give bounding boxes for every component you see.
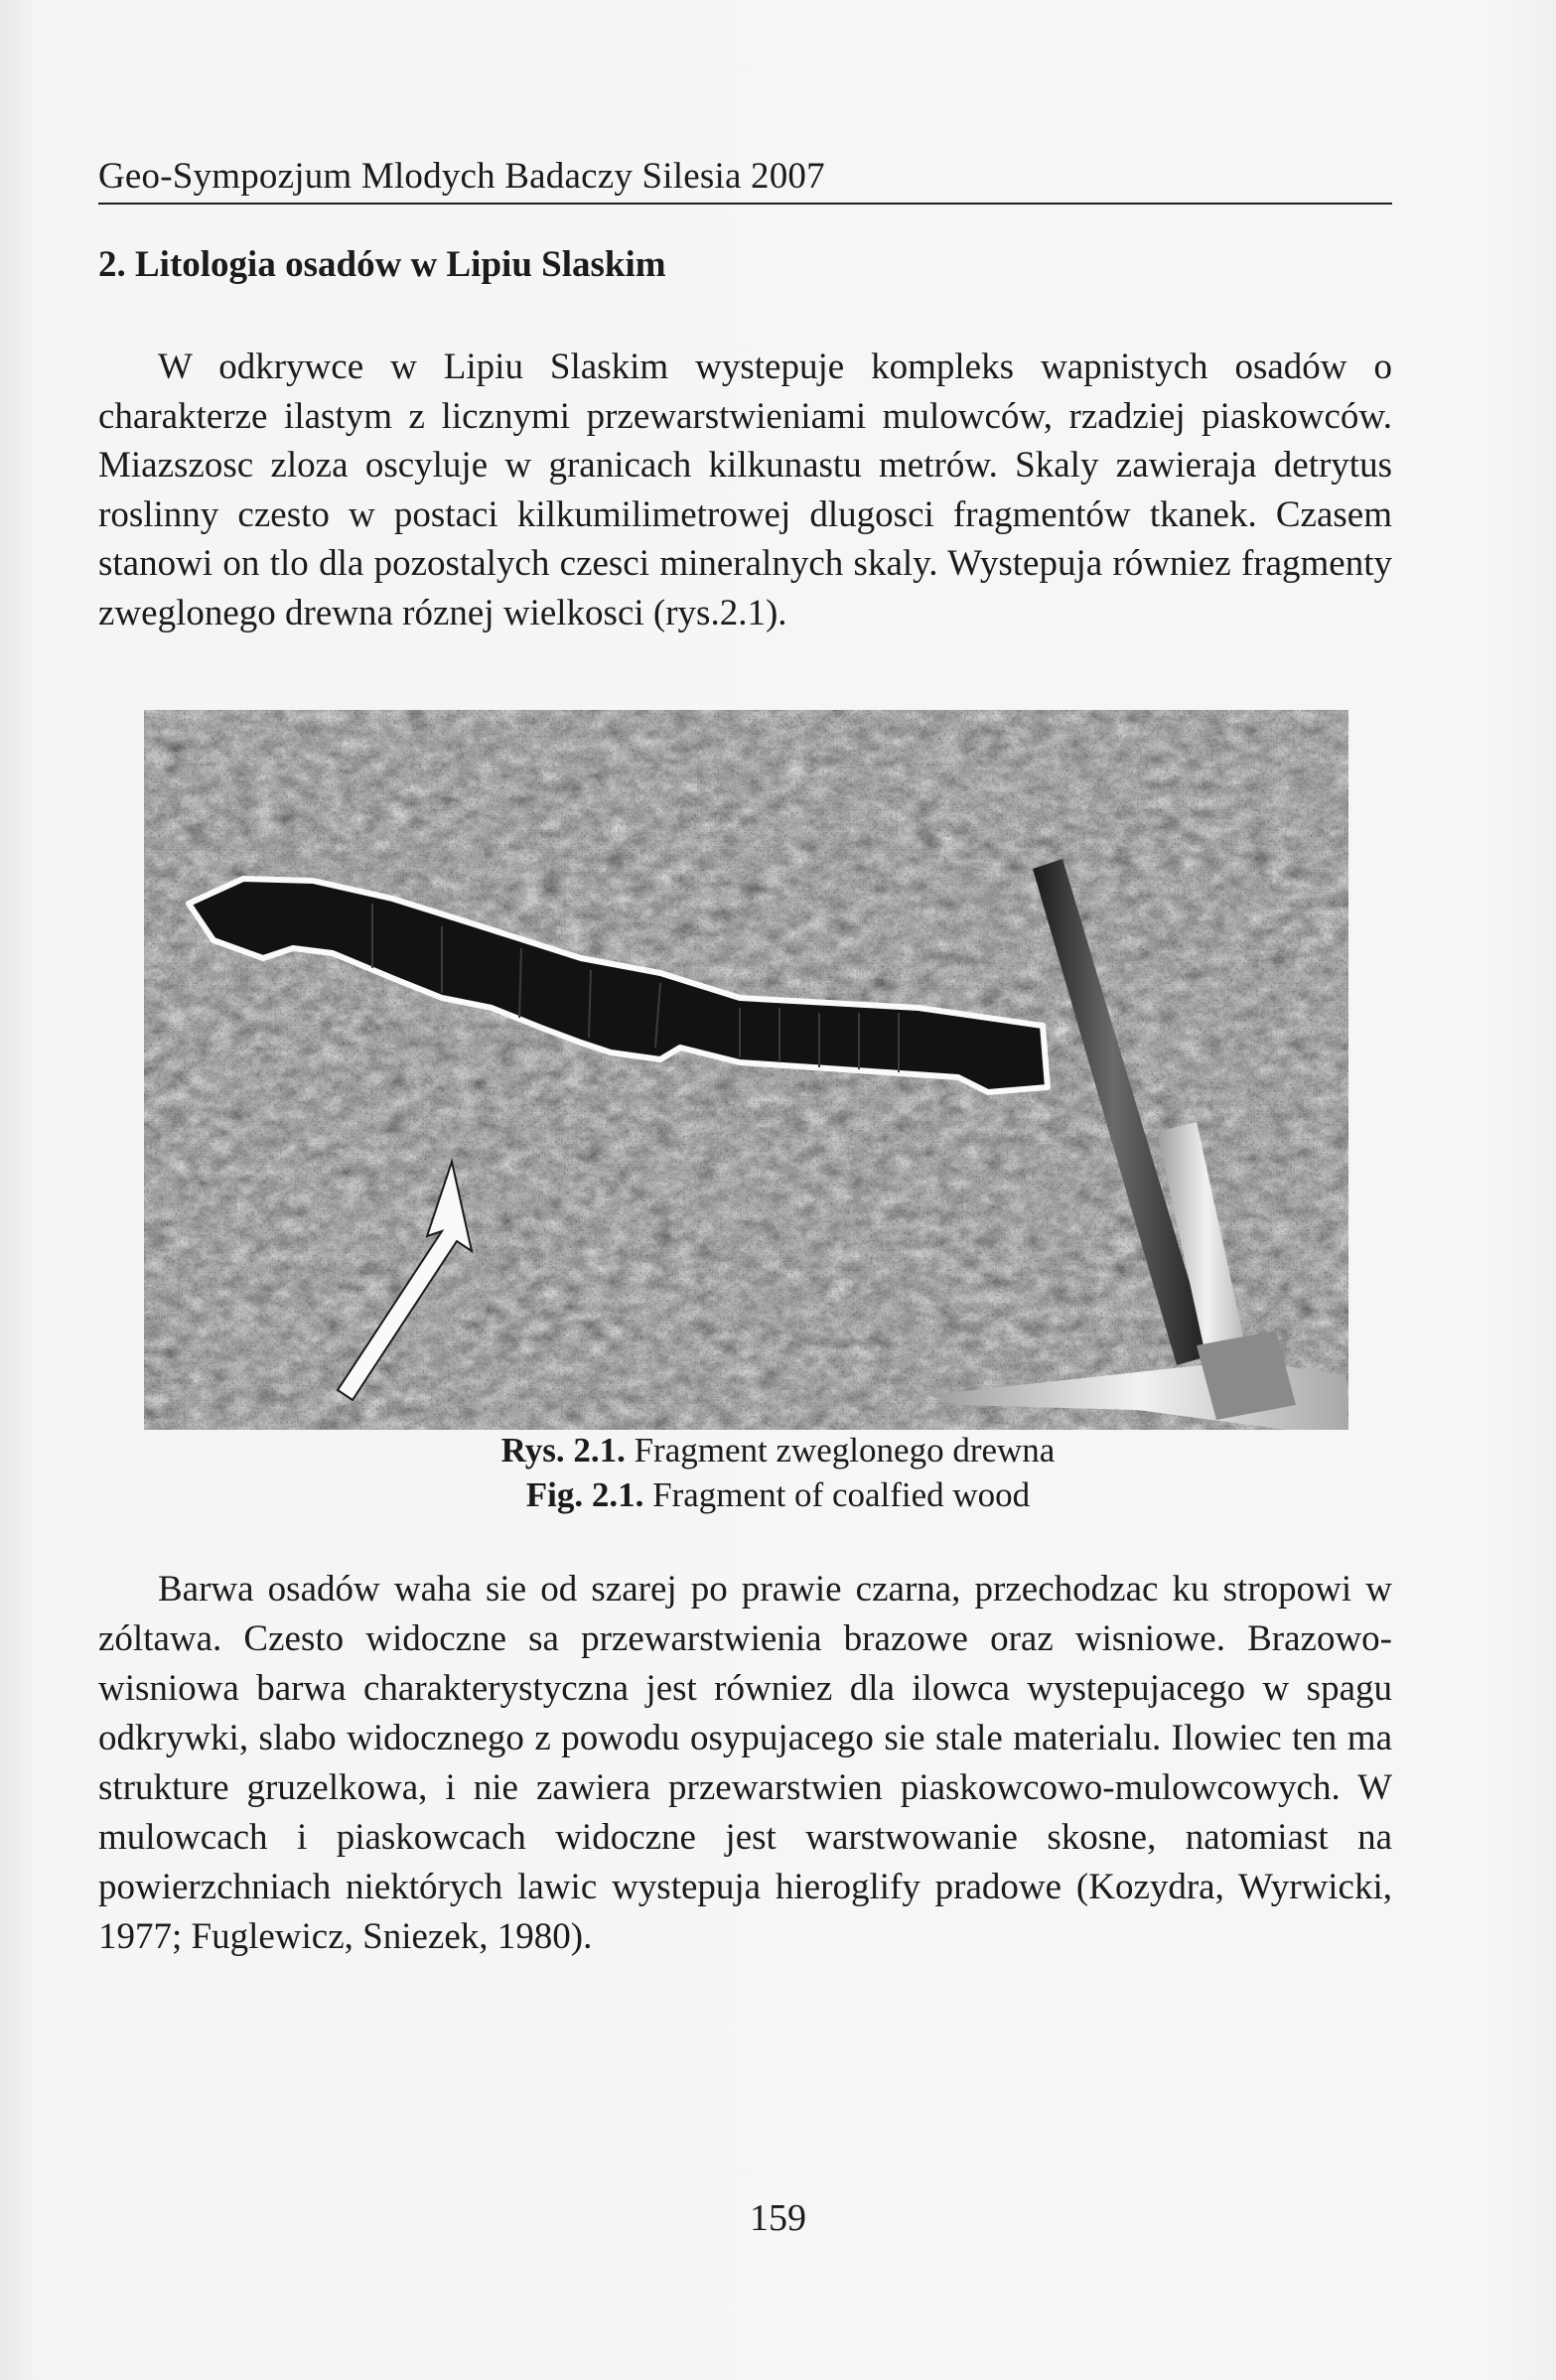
page-number: 159 — [750, 2197, 806, 2239]
figure-caption-polish — [0, 1431, 1556, 1470]
figure-photo-coalified-wood — [144, 710, 1348, 1430]
paragraph-sediment-colour — [98, 1565, 1392, 1962]
figure-caption-english — [0, 1475, 1556, 1515]
caption-label: Fig. 2.1. — [525, 1475, 644, 1514]
caption-text: Fragment of coalfied wood — [652, 1475, 1031, 1514]
rock-outcrop-photo — [144, 710, 1348, 1430]
caption-text: Fragment zweglonego drewna — [634, 1431, 1056, 1470]
paragraph-text: W odkrywce w Lipiu Slaskim wystepuje kompleks wapnistych osadów o charakterze ilastym z licznymi przewarstwieniami mulowców, rzadziej piaskowców. Miazszosc zloza oscyluje w granicach kilkunastu metrów. Skaly zawieraja detrytus roslinny czesto w postaci kilkumilimetrowej dlugosci fragmentów tkanek. Czasem stanowi on tlo dla pozostalych czesci mineralnych skaly. Wystepuja równiez fragmenty zweglonego drewna róznej wielkosci (rys.2.1). — [98, 347, 1392, 633]
paragraph-lithology-intro — [98, 343, 1392, 637]
running-header: Geo-Sympozjum Mlodych Badaczy Silesia 2007 — [98, 151, 1392, 205]
section-heading: 2. Litologia osadów w Lipiu Slaskim — [98, 244, 666, 285]
caption-label: Rys. 2.1. — [500, 1431, 626, 1470]
paragraph-text: Barwa osadów waha sie od szarej po prawie czarna, przechodzac ku stropowi w zóltawa. Czesto widoczne sa przewarstwienia brazowe oraz wisniowe. Brazowo-wisniowa barwa charakterystyczna jest równiez dla ilowca wystepujacego w spagu odkrywki, slabo widocznego z powodu osypujacego sie stale materialu. Ilowiec ten ma strukture gruzelkowa, i nie zawiera przewarstwien piaskowcowo-mulowcowych. W mulowcach i piaskowcach widoczne jest warstwowanie skosne, natomiast na powierzchniach niektórych lawic wystepuja hieroglify pradowe (Kozydra, Wyrwicki, 1977; Fuglewicz, Sniezek, 1980). — [98, 1569, 1392, 1957]
